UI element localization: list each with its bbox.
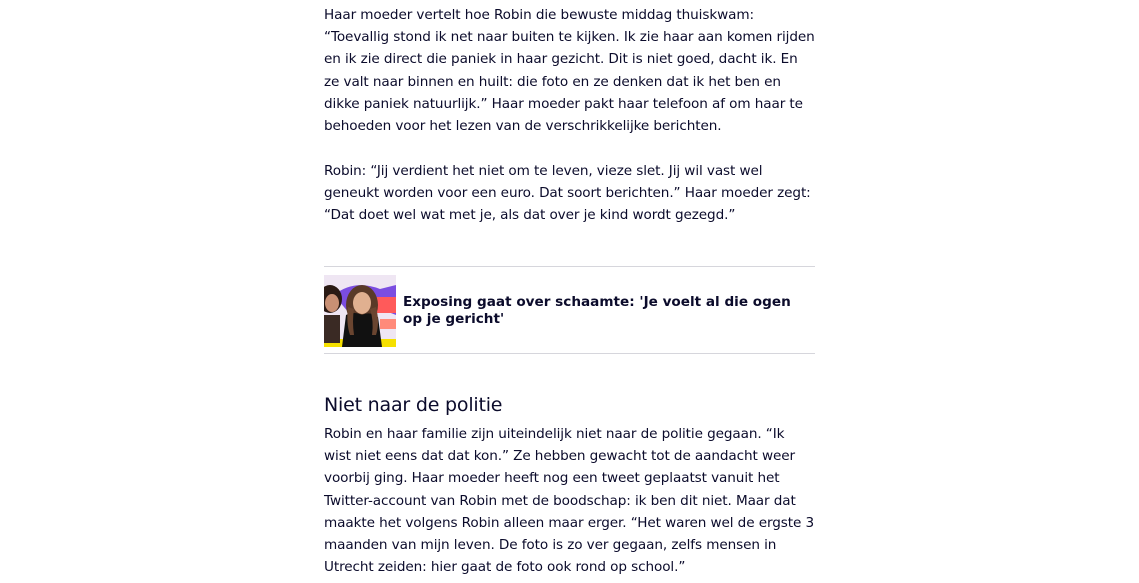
article-paragraph: Robin en haar familie zijn uiteindelijk niet naar de politie gegaan. “Ik wist niet eens dat dat kon.” Ze hebben gewacht tot de aandacht weer voorbij ging. Haar moeder heeft nog een tweet geplaatst vanuit het Twitter-account van Robin met de boodschap: ik ben dit niet. Maar dat maakte het volgens Robin alleen maar erger. “Het waren wel de ergste 3 maanden van mijn leven. De foto is zo ver gegaan, zelfs mensen in Utrecht zeiden: hier gaat de foto ook rond op school.”: [324, 426, 814, 576]
related-article-title[interactable]: Exposing gaat over schaamte: 'Je voelt al die ogen op je gericht': [403, 294, 791, 327]
thumbnail-illustration: [324, 275, 396, 347]
related-article-card[interactable]: [324, 266, 815, 354]
related-article-thumbnail[interactable]: [324, 275, 396, 347]
article-paragraph: Haar moeder vertelt hoe Robin die bewuste middag thuiskwam: “Toevallig stond ik net naar buiten te kijken. Ik zie haar aan komen rijden en ik zie direct die paniek in haar gezicht. Dit is niet goed, dacht ik. En ze valt naar binnen en huilt: die foto en ze denken dat ik het ben en dikke paniek natuurlijk.” Haar moeder pakt haar telefoon af om haar te behoeden voor het lezen van de verschrikkelijke berichten.: [324, 7, 815, 135]
article-paragraph: Robin: “Jij verdient het niet om te leven, vieze slet. Jij wil vast wel geneukt worden voor een euro. Dat soort berichten.” Haar moeder zegt: “Dat doet wel wat met je, als dat over je kind wordt gezegd.”: [324, 163, 811, 224]
section-heading: Niet naar de politie: [324, 394, 503, 416]
